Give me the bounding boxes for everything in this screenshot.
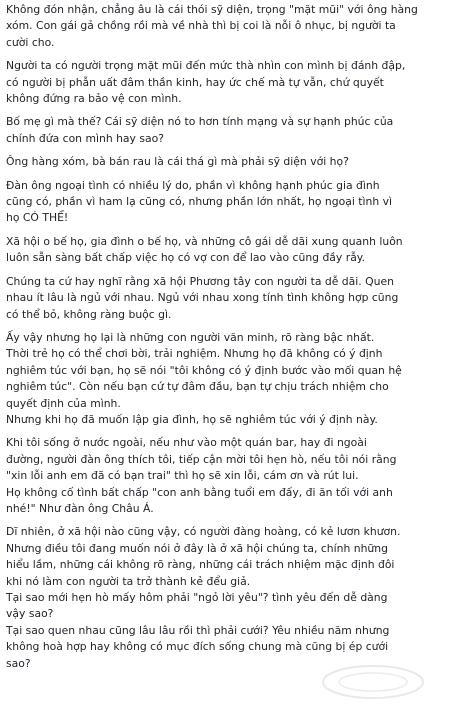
paragraph [6,330,446,428]
text-line: họ CÓ THỂ! [6,211,69,225]
paragraph [6,274,446,323]
text-line: chính đứa con mình hay sao? [6,131,164,145]
text-line: vậy sao? [6,607,54,621]
paragraph [6,2,446,51]
text-line: luôn sẵn sàng bất chấp việc họ có vợ con để lao vào cũng đầy rẫy. [6,251,366,265]
text-line: Bố mẹ gì mà thế? Cái sỹ diện nó to hơn tính mạng và sự hạnh phúc của [6,115,394,129]
text-line: cũng có, phần vì ham lạ cũng có, nhưng phần lớn nhất, họ ngoại tình vì [6,195,392,209]
text-line: Chúng ta cứ hay nghĩ rằng xã hội Phương tây con người ta dễ dãi. Quen [6,274,394,288]
text-line: Thời trẻ họ có thể chơi bời, trải nghiệm. Nhưng họ đã không có ý định [6,347,383,361]
text-line: Khi tôi sống ở nước ngoài, nếu như vào một quán bar, hay đi ngoài [6,436,367,450]
text-line: không đứng ra bảo vệ con mình. [6,92,182,106]
paragraph [6,58,446,107]
text-line: Tại sao quen nhau cũng lâu lâu rồi thì phải cưới? Yêu nhiều năm nhưng [6,623,390,637]
text-line: nghiêm túc với bạn, họ sẽ nói "tôi không có ý định bước vào mối quan hệ [6,363,402,377]
text-line: Tại sao mới hẹn hò mấy hôm phải "ngỏ lời yêu"? tình yêu đến dễ dàng [6,591,388,604]
text-line: nhé!" Như đàn ông Châu Á. [6,501,154,515]
text-line: Dĩ nhiên, ở xã hội nào cũng vậy, có người đàng hoàng, có kẻ lươn khươn. [6,525,401,539]
text-line: Người ta có người trọng mặt mũi đến mức thà nhìn con mình bị đánh đập, [6,59,406,73]
post-body [6,2,446,679]
text-line: Họ không cố tình bất chấp "con anh bằng tuổi em đấy, đi ăn tối với anh [6,485,393,499]
text-line: Nhưng điều tôi đang muốn nói ở đây là ở xã hội chúng ta, chính những [6,541,388,555]
text-line: quyết định của mình. [6,396,121,410]
paragraph [6,234,446,267]
text-line: có thể bỏ, không ràng buộc gì. [6,307,172,321]
text-line: cười cho. [6,35,55,49]
paragraph [6,524,446,672]
paragraph [6,114,446,147]
text-line: Ấy vậy nhưng họ lại là những con người văn minh, rõ ràng bậc nhất. [6,330,375,344]
text-line: Không đón nhận, chẳng âu là cái thói sỹ diện, trọng "mặt mũi" với ông hàng [6,3,418,16]
paragraph [6,435,446,517]
text-line: sao? [6,656,31,670]
text-line: nhau ít lâu là ngủ với nhau. Ngủ với nhau xong tính tình không hợp cũng [6,291,399,305]
text-line: có người bị phẫn uất đâm thần kinh, hay ức chế mà tự vẫn, chứ quyết [6,75,384,89]
text-line: Đàn ông ngoại tình có nhiều lý do, phần vì không hạnh phúc gia đình [6,178,380,192]
text-line: khi nó làm con người ta trở thành kẻ đểu giả. [6,574,251,588]
text-line: "xin lỗi anh em đã có bạn trai" thì họ sẽ xin lỗi, cám ơn và rút lui. [6,469,359,483]
text-line: nghiêm túc". Còn nếu bạn cứ tự đâm đầu, bạn tự chịu trách nhiệm cho [6,380,389,394]
paragraph [6,178,446,227]
text-line: Ông hàng xóm, bà bán rau là cái thá gì mà phải sỹ diện với họ? [6,155,349,169]
text-line: hiểu lầm, những cái không rõ ràng, những cái trách nhiệm mặc định đôi [6,558,395,572]
text-line: không hoà hợp hay không có mục đích sống chung mà cũng bị ép cưới [6,640,389,654]
paragraph [6,154,446,170]
text-line: đường, người đàn ông thích tôi, tiếp cận mời tôi hẹn hò, nếu tôi nói rằng [6,452,397,466]
text-line: Nhưng khi họ đã muốn lập gia đình, họ sẽ nghiêm túc với ý định này. [6,412,378,426]
text-line: xóm. Con gái gả chồng rồi mà về nhà thì bị coi là nỗi ô nhục, bị người ta [6,19,396,33]
text-line: Xã hội o bế họ, gia đình o bế họ, và những cô gái dễ dãi xung quanh luôn [6,234,403,248]
